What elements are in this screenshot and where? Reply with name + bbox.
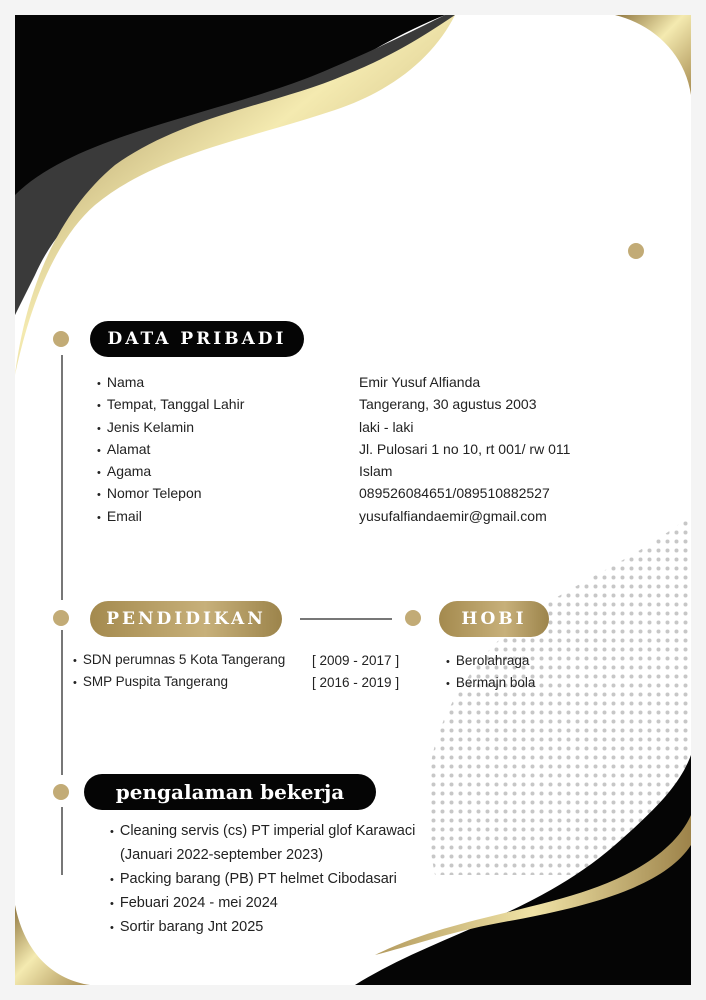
hobi-dot [405, 610, 421, 626]
experience-item: • Febuari 2024 - mei 2024 [110, 891, 415, 915]
timeline-dot [53, 331, 69, 347]
hobby-item: • Bermajn bola [446, 672, 535, 694]
field-label: • Agama [97, 460, 244, 482]
education-school: • SDN perumnas 5 Kota Tangerang [73, 649, 285, 671]
experience-list [110, 819, 415, 939]
section-title-data-pribadi: DATA PRIBADI [90, 321, 304, 357]
field-label: • Alamat [97, 438, 244, 460]
field-value: Jl. Pulosari 1 no 10, rt 001/ rw 011 [359, 440, 571, 457]
timeline-dot [53, 784, 69, 800]
field-value: 089526084651/089510882527 [359, 485, 550, 502]
field-value: Tangerang, 30 agustus 2003 [359, 396, 537, 413]
personal-values [359, 371, 570, 527]
section-title-pendidikan: PENDIDIKAN [90, 601, 282, 637]
field-value: laki - laki [359, 418, 414, 435]
education-year: [ 2016 - 2019 ] [312, 675, 400, 691]
timeline-dot [53, 610, 69, 626]
cv-page [15, 15, 691, 985]
experience-item: • Cleaning servis (cs) PT imperial glof Karawaci [110, 819, 415, 843]
education-list [73, 649, 285, 694]
connector-line [300, 618, 392, 620]
education-years [312, 650, 399, 695]
timeline-line [61, 355, 63, 600]
experience-item: • Packing barang (PB) PT helmet Cibodasari [110, 867, 415, 891]
hobby-item: • Berolahraga [446, 650, 535, 672]
field-value: Islam [359, 463, 393, 480]
field-value: yusufalfiandaemir@gmail.com [359, 507, 547, 524]
top-right-gold-corner [615, 15, 691, 95]
field-label: • Nomor Telepon [97, 482, 244, 504]
timeline-line [61, 630, 63, 775]
experience-period: (Januari 2022-september 2023) [120, 847, 324, 863]
section-title-pengalaman: pengalaman bekerja [84, 774, 376, 810]
field-value: Emir Yusuf Alfianda [359, 374, 481, 390]
personal-labels [97, 371, 244, 527]
timeline-line [61, 807, 63, 875]
hobby-list [446, 650, 535, 695]
field-label: • Tempat, Tanggal Lahir [97, 393, 244, 415]
education-year: [ 2009 - 2017 ] [312, 653, 400, 668]
decorative-dot [628, 243, 644, 259]
experience-item: • Sortir barang Jnt 2025 [110, 915, 415, 939]
field-label: • Nama [97, 371, 244, 393]
field-label: • Jenis Kelamin [97, 416, 244, 438]
bottom-left-gold-corner [15, 905, 90, 985]
education-school: • SMP Puspita Tangerang [73, 671, 285, 693]
field-label: • Email [97, 505, 244, 527]
section-title-hobi: HOBI [439, 601, 549, 637]
